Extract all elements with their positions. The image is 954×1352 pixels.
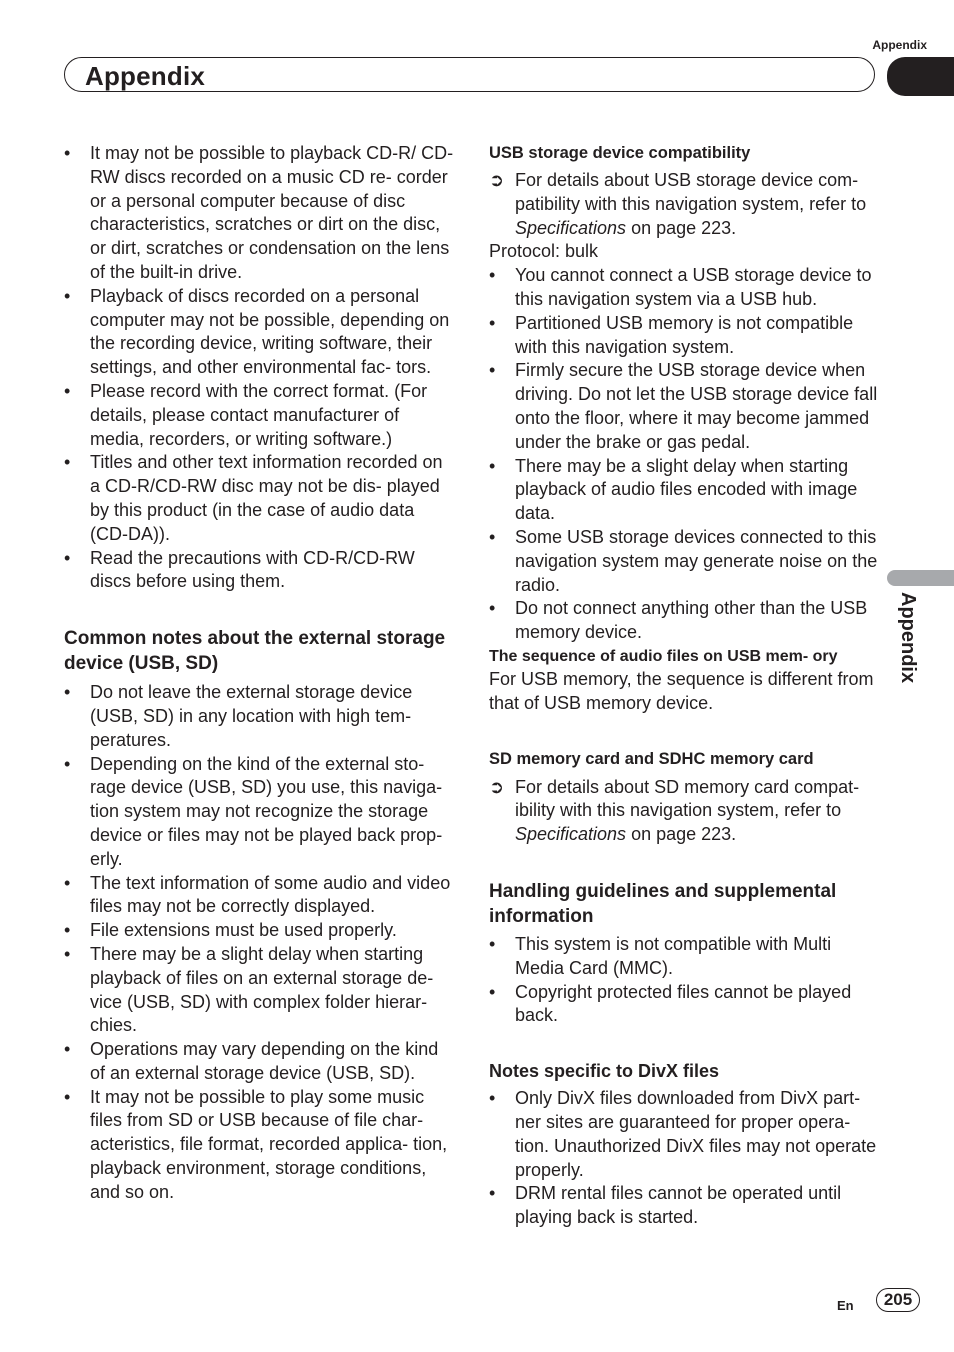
- usb-reference-text: For details about USB storage device com- patibility with this navigation system, refer to: [515, 170, 867, 214]
- sd-reference-page: on page 223.: [626, 824, 737, 845]
- list-item: • Titles and other text information recorded on a CD-R/CD-RW disc may not be dis- played by this product (in the case of audio data (CD-DA)).: [64, 451, 456, 546]
- page-number: 205: [876, 1288, 920, 1312]
- divx-notes-list: [489, 1087, 881, 1230]
- disc-notes-list: [64, 142, 456, 594]
- running-head: Appendix: [872, 38, 927, 52]
- language-label: En: [837, 1298, 854, 1313]
- sd-reference: [489, 776, 881, 847]
- right-column: [489, 142, 881, 1230]
- common-notes-list: [64, 681, 456, 1205]
- list-item: • It may not be possible to play some music files from SD or USB because of file char- acteristics, file format, recorded applica- tion, playback environment, storage conditions, and so on.: [64, 1086, 456, 1205]
- handling-notes-list: [489, 933, 881, 1028]
- list-item: • Only DivX files downloaded from DivX part- ner sites are guaranteed for proper opera- tion. Unauthorized DivX files may not operate properly.: [489, 1087, 881, 1182]
- usb-notes-list: [489, 264, 881, 645]
- circled-arrow-icon: ➲: [489, 776, 505, 797]
- side-tab-marker: [887, 570, 954, 586]
- sd-reference-link: Specifications: [515, 824, 627, 845]
- list-item: • DRM rental files cannot be operated until playing back is started.: [489, 1182, 881, 1230]
- list-item: • Do not connect anything other than the USB memory device.: [489, 597, 881, 645]
- sd-reference-text: For details about SD memory card compat- ibility with this navigation system, refer to: [515, 776, 860, 821]
- section-heading-sd: SD memory card and SDHC memory card: [489, 749, 814, 768]
- left-column: [64, 142, 456, 1205]
- list-item: • It may not be possible to playback CD-R/ CD-RW discs recorded on a music CD re- corder or a personal computer because of disc characteristics, scratches or dirt on the disc, or dirt, scratches or condensation on the lens of the built-in drive.: [64, 142, 456, 285]
- header-tab-marker: [887, 57, 954, 96]
- list-item: • This system is not compatible with Multi Media Card (MMC).: [489, 933, 881, 981]
- list-item: • The text information of some audio and video files may not be correctly displayed.: [64, 872, 456, 920]
- sequence-text: For USB memory, the sequence is different from that of USB memory device.: [489, 668, 874, 713]
- page-title: Appendix: [85, 61, 206, 91]
- list-item: • Depending on the kind of the external sto- rage device (USB, SD) you use, this naviga- tion system may not recognize the storage device or files may not be played back prop- erly.: [64, 753, 456, 872]
- section-heading-usb: USB storage device compatibility: [489, 144, 751, 162]
- list-item: • Playback of discs recorded on a personal computer may not be possible, depending on the recording device, writing software, their settings, and other environmental fac- tors.: [64, 285, 456, 380]
- subheading-sequence: The sequence of audio files on USB mem- ory: [489, 647, 838, 665]
- usb-reference-page: on page 223.: [626, 217, 737, 238]
- list-item: • Read the precautions with CD-R/CD-RW discs before using them.: [64, 547, 456, 595]
- list-item: • Do not leave the external storage device (USB, SD) in any location with high tem- peratures.: [64, 681, 456, 752]
- list-item: • There may be a slight delay when starting playback of audio files encoded with image data.: [489, 455, 881, 526]
- list-item: • File extensions must be used properly.: [64, 919, 456, 943]
- list-item: • There may be a slight delay when starting playback of files on an external storage de- vice (USB, SD) with complex folder hierar- chies.: [64, 943, 456, 1038]
- list-item: • Please record with the correct format. (For details, please contact manufacturer of media, recorders, or writing software.): [64, 380, 456, 451]
- side-tab-label: Appendix: [897, 592, 919, 684]
- list-item: • Some USB storage devices connected to this navigation system may generate noise on the radio.: [489, 526, 881, 597]
- usb-reference: [489, 169, 881, 240]
- section-heading-common-notes: Common notes about the external storage device (USB, SD): [64, 628, 446, 675]
- protocol-text: Protocol: bulk: [489, 241, 599, 262]
- list-item: • Copyright protected files cannot be played back.: [489, 981, 881, 1029]
- list-item: • Firmly secure the USB storage device when driving. Do not let the USB storage device fall onto the floor, where it may become jammed under the brake or gas pedal.: [489, 359, 881, 454]
- circled-arrow-icon: ➲: [489, 170, 505, 190]
- section-header-bar: [64, 57, 875, 92]
- section-heading-handling: Handling guidelines and supplemental information: [489, 880, 837, 927]
- list-item: • Operations may vary depending on the kind of an external storage device (USB, SD).: [64, 1038, 456, 1086]
- list-item: • You cannot connect a USB storage device to this navigation system via a USB hub.: [489, 264, 881, 312]
- section-heading-divx: Notes specific to DivX files: [489, 1061, 720, 1082]
- list-item: • Partitioned USB memory is not compatible with this navigation system.: [489, 312, 881, 360]
- usb-reference-link: Specifications: [515, 217, 627, 238]
